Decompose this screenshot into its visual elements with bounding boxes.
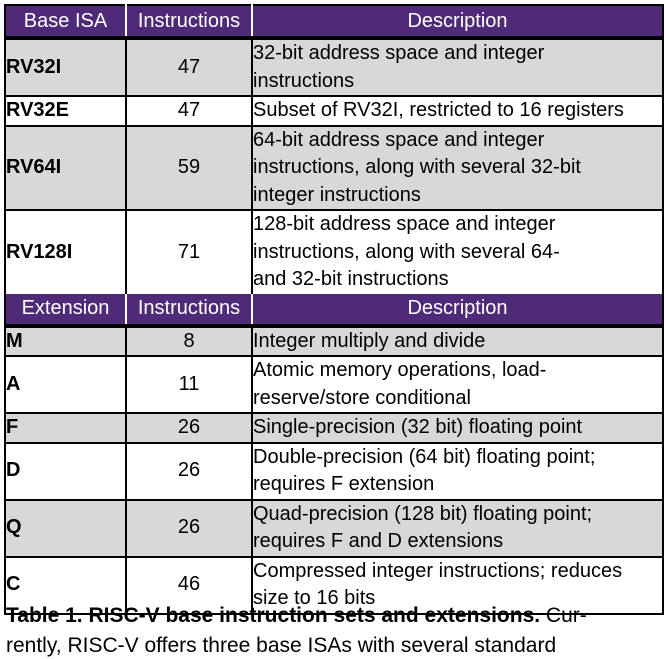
row-description <box>252 443 663 500</box>
description-line: 128-bit address space and integer <box>253 213 556 235</box>
table-row <box>5 126 663 211</box>
row-instruction-count: 47 <box>126 96 252 126</box>
row-name: RV32E <box>5 96 126 126</box>
table-row <box>5 500 663 557</box>
row-instruction-count: 46 <box>126 557 252 614</box>
description-line: integer instructions <box>253 183 421 206</box>
table-row <box>5 413 663 443</box>
caption-text: Cur- <box>540 604 587 627</box>
description-line: instructions, along with several 32-bit <box>253 156 581 178</box>
header-description: Description <box>252 5 663 38</box>
row-description <box>252 96 663 126</box>
description-line: size to 16 bits <box>253 587 376 609</box>
row-name: RV64I <box>5 126 126 211</box>
base-header-row <box>5 5 663 38</box>
description-line: instructions, along with several 64- <box>253 240 560 263</box>
header-instructions: Instructions <box>126 5 252 38</box>
row-instruction-count: 8 <box>126 326 252 357</box>
description-line: Atomic memory operations, load- <box>253 359 547 381</box>
row-description <box>252 500 663 557</box>
header-base-isa: Base ISA <box>5 5 126 38</box>
row-instruction-count: 26 <box>126 443 252 500</box>
table-row <box>5 326 663 357</box>
row-name: C <box>5 557 126 614</box>
table-caption <box>6 603 660 657</box>
row-instruction-count: 11 <box>126 356 252 413</box>
row-name: D <box>5 443 126 500</box>
row-name: M <box>5 326 126 357</box>
row-name: Q <box>5 500 126 557</box>
description-line: 64-bit address space and integer <box>253 128 545 151</box>
description-line: requires F and D extensions <box>253 530 504 552</box>
extension-header-row <box>5 294 663 326</box>
row-name: RV32I <box>5 38 126 96</box>
description-line: Subset of RV32I, restricted to 16 registers <box>253 99 624 121</box>
description-line: and 32-bit instructions <box>253 268 449 290</box>
row-instruction-count: 47 <box>126 38 252 96</box>
description-line: instructions <box>253 69 355 92</box>
row-instruction-count: 26 <box>126 413 252 443</box>
header-description: Description <box>252 294 663 326</box>
row-instruction-count: 26 <box>126 500 252 557</box>
row-description <box>252 38 663 96</box>
description-line: requires F extension <box>253 473 435 495</box>
row-description <box>252 356 663 413</box>
caption-title: Table 1. RISC-V base instruction sets and extensions. <box>6 604 541 627</box>
row-name: RV128I <box>5 210 126 294</box>
table-row <box>5 210 663 294</box>
description-line: Single-precision (32 bit) floating point <box>253 416 583 438</box>
base-isa-rows <box>5 38 663 294</box>
table-row <box>5 356 663 413</box>
row-name: F <box>5 413 126 443</box>
description-line: reserve/store conditional <box>253 386 471 409</box>
table-row <box>5 96 663 126</box>
description-line: Compressed integer instructions; reduces <box>253 559 623 582</box>
isa-table <box>4 4 664 615</box>
header-extension: Extension <box>5 294 126 326</box>
row-instruction-count: 71 <box>126 210 252 294</box>
row-description <box>252 126 663 211</box>
description-line: 32-bit address space and integer <box>253 42 545 64</box>
description-line: Quad-precision (128 bit) floating point; <box>253 502 593 525</box>
row-description <box>252 413 663 443</box>
header-instructions: Instructions <box>126 294 252 326</box>
description-line: Double-precision (64 bit) floating point; <box>253 445 596 468</box>
extension-rows <box>5 326 663 614</box>
caption-next-line: rently, RISC-V offers three base ISAs with several standard <box>6 634 557 657</box>
table-row <box>5 38 663 96</box>
description-line: Integer multiply and divide <box>253 329 486 352</box>
row-name: A <box>5 356 126 413</box>
row-description <box>252 210 663 294</box>
table-row <box>5 443 663 500</box>
row-description <box>252 326 663 357</box>
row-instruction-count: 59 <box>126 126 252 211</box>
